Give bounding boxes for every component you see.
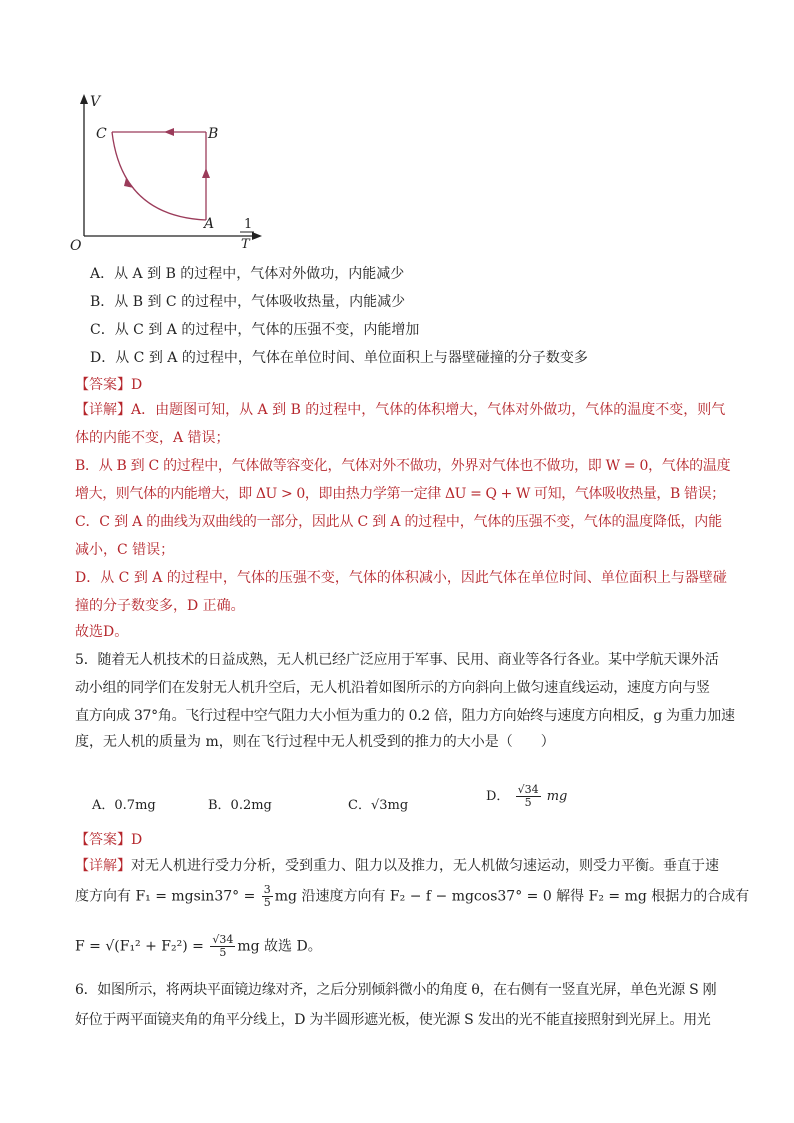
v-inverse-t-diagram [60,88,280,268]
path-c-to-a [112,132,206,220]
q4-detail-line-2: 体的内能不变，A 错误； [75,430,230,446]
label-t-den: T [241,237,250,252]
q5-stem-line-3: 直方向成 37°角。飞行过程中空气阻力大小恒为重力的 0.2 倍，阻力方向始终与速度方向相反，g 为重力加速 [75,708,735,724]
fraction-sqrt34-5 [210,934,235,959]
q5-detail-line-3 [75,934,322,959]
arrow-a-to-b [202,168,210,178]
label-a: A [204,216,215,232]
detail-tag: 【详解】 [75,402,131,418]
option-d-den: 5 [524,796,532,809]
frac1-num: 3 [263,883,271,896]
q4-detail-line-9: 故选D。 [75,624,129,640]
option-d-label: D． [486,789,510,804]
q5-detail-line-2 [75,884,749,909]
arrow-c-to-a [124,178,134,188]
option-d-fraction [516,784,541,809]
q5-option-b: B．0.2mg [208,798,272,813]
q4-detail-line-1 [75,400,725,420]
frac2-num: √34 [212,933,234,946]
q5-option-a: A．0.7mg [92,798,156,813]
q4-option-c: C．从 C 到 A 的过程中，气体的压强不变，内能增加 [90,322,420,338]
answer-tag: 【答案】 [75,377,131,393]
detail-text-2b: mg 沿速度方向有 F₂ − f − mgcos37° = 0 解得 F₂ = mg 根据力的合成有 [274,888,750,905]
v-axis-arrow [80,94,88,104]
q4-detail-line-7: D．从 C 到 A 的过程中，气体的压强不变，气体的体积减小，因此气体在单位时间、单位面积上与器壁碰 [75,570,727,586]
fraction-3-5 [262,884,273,909]
label-v: V [90,94,101,110]
q4-option-a: A．从 A 到 B 的过程中，气体对外做功，内能减少 [90,266,405,282]
q5-detail-line-1 [75,856,719,876]
q5-stem-line-1: 5．随着无人机技术的日益成熟，无人机已经广泛应用于军事、民用、商业等各行各业。某中学航天课外活 [75,652,719,668]
detail-text-2a: 度方向有 F₁ = mgsin37° = [75,888,256,905]
q4-detail-line-5: C．C 到 A 的曲线为双曲线的一部分，因此从 C 到 A 的过程中，气体的压强不变，气体的温度降低，内能 [75,514,722,530]
q4-detail-line-3: B．从 B 到 C 的过程中，气体做等容变化，气体对外不做功，外界对气体也不做功，即 W = 0，气体的温度 [75,458,731,474]
q5-answer [75,830,142,850]
option-d-num: √34 [517,783,539,796]
label-b: B [208,126,219,142]
answer-value: D [131,832,143,848]
option-d-tail: mg [546,789,568,804]
q5-option-d [486,784,567,809]
label-o: O [70,238,82,254]
q4-detail-line-8: 撞的分子数变多，D 正确。 [75,598,245,614]
q4-option-d: D．从 C 到 A 的过程中，气体在单位时间、单位面积上与器壁碰撞的分子数变多 [90,350,588,366]
answer-tag: 【答案】 [75,832,131,848]
q5-stem-line-2: 动小组的同学们在发射无人机升空后，无人机沿着如图所示的方向斜向上做匀速直线运动，速度方向与竖 [75,680,710,696]
detail-text-3a: F = √(F₁² + F₂²) = [75,938,204,955]
q5-option-c: C．√3mg [348,798,409,813]
frac2-den: 5 [219,946,227,959]
arrow-b-to-c [164,128,174,136]
detail-text-3b: mg 故选 D。 [237,938,322,955]
label-c: C [96,126,107,142]
q4-detail-line-4: 增大，则气体的内能增大，即 ΔU > 0，即由热力学第一定律 ΔU = Q + W 可知，气体吸收热量，B 错误； [75,486,725,502]
label-t-num: 1 [244,217,253,232]
t-axis-arrow [252,232,262,240]
detail-text: 对无人机进行受力分析，受到重力、阻力以及推力，无人机做匀速运动，则受力平衡。垂直于速 [131,858,719,874]
q5-stem-line-4: 度，无人机的质量为 m，则在飞行过程中无人机受到的推力的大小是（ ） [75,734,555,750]
detail-text: A．由题图可知，从 A 到 B 的过程中，气体的体积增大，气体对外做功，气体的温度不变，则气 [131,402,726,418]
frac1-den: 5 [263,896,271,909]
detail-tag: 【详解】 [75,858,131,874]
q6-stem-line-2: 好位于两平面镜夹角的角平分线上，D 为半圆形遮光板，使光源 S 发出的光不能直接照射到光屏上。用光 [75,1012,711,1028]
answer-value: D [131,377,143,393]
q6-stem-line-1: 6．如图所示，将两块平面镜边缘对齐，之后分别倾斜微小的角度 θ，在右侧有一竖直光屏，单色光源 S 刚 [75,982,717,998]
q4-option-b: B．从 B 到 C 的过程中，气体吸收热量，内能减少 [90,294,406,310]
q4-answer [75,375,142,395]
q4-detail-line-6: 减小，C 错误； [75,542,175,558]
